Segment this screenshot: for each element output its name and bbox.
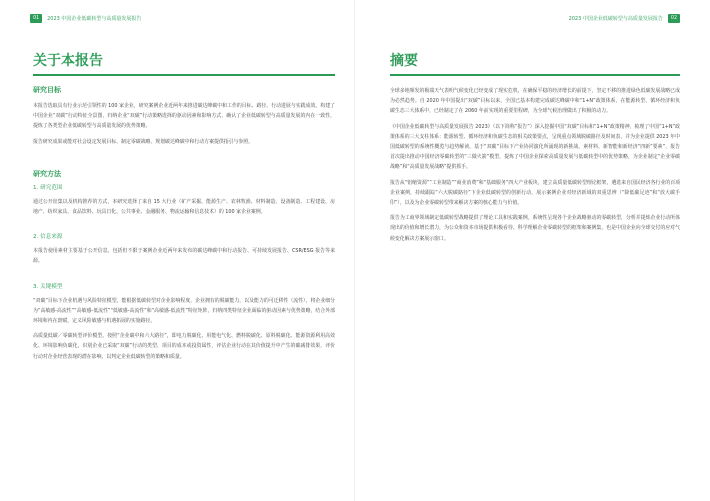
scope-paragraph: 通过公开征集以及机构推荐的方式，本研究选择了来自 15 大行业（矿产采掘、能源生产、农林牧渔、材料制造、设备制造、工程建设、房地产、纺织家具、食品饮料、玩具日化、公共事业、金融服务、物流运输和信息技术）的 100 家企业案例。 <box>33 198 335 216</box>
summary-paragraph-4: 报告为工商界领域制定低碳转型战略提供了理论工具和实践案例。系统性呈现各个企业战略驱动的零碳转型，分析并提炼企业行动所体现出的价值和增长潜力，为公众和资本市场提供积极看待、科学理解企业零碳转型的框架和案例集，也是中国企业向全球交付的应对气候变化解决方案展示窗口。 <box>390 215 680 242</box>
model-paragraph-1: “双碳”目标下企业机遇与风险特征模型。能根据低碳转型对企业影响程度，企业拥有的脱碳能力，以及能力的可迁移性（流性），将企业细分为“高敏感-高流性”“高敏感-低流性”“低敏感-高流性”和“高敏感-低流性”特征矩阵，归纳四类特征企业面临的驱动因素与优势策略，结合外部环境和内在禀赋，定义风险敏感与机遇拓展的实施路径。 <box>33 297 335 325</box>
page-title-summary: 摘要 <box>390 53 418 69</box>
summary-paragraph-2: 《中国企业低碳转型与高质量发展报告 2023》（以下简称“报告”）深入挖掘中国“双碳”目标和“1+N”政策精神，梳理了中国“1+N”政策体系的三大支柱体系：能源转型、循环经济和负碳生态的相关政策要点，呈现重点领域脱碳路径及时间表，并为企业提供 2023 年中国低碳转型的系统性概览与趋势解读。基于“双碳”目标下产业协同演化所涌现的新挑战，素材料、新智能和新经济“四新”要素”，报告首次提出推动中国经济零碳转型的“三做火箭”模型，提炼了中国企业探索高质量发展与低碳转型中的优势策略，为企业制定“企业零碳战略”和“高质量发展战略”提供抓手。 <box>390 123 680 171</box>
summary-paragraph-1: 全球多地频发的极端天气表明气候变化已经变成了现实危机，在确保平稳的经济增长的前提下，坚定不移的推进绿色低碳发展战略已成为必然趋势。自 2020 年中国提出“双碳”目标以来，全国已基本构建完成碳达峰碳中和“1+N”政策体系，在能源转型、循环经济和负碳生态三大体系中，已经制定了在 2060 年前实现的重要里程碑，为全球气候治理做出了积极的动力。 <box>390 88 680 115</box>
page-title-about: 关于本报告 <box>33 53 103 69</box>
right-page-number: 02 <box>668 14 680 23</box>
model-paragraph-2: 高质量低碳／零碳转型评价模型。按照“企业碳中和六大路径”，即电力脱碳化、用能电气化、燃料脱碳化、原料脱碳化、能源资源利用高效化、环境影响负碳化，识别企业已采取“双碳”行动的类型、项目的成本或投资属性，评估企业行动在其价值提升中产生的碳减排效果，评价行动对企业经营表现的潜在影响，以判定企业低碳转型的策略和质量。 <box>33 333 335 360</box>
heading-research-goal: 研究目标 <box>33 86 61 94</box>
right-running-title: 2023 中国企业低碳转型与高质量发展报告 <box>568 15 663 22</box>
left-content <box>33 52 335 367</box>
source-paragraph: 本报告使用素材主要基于公开信息，包括但不限于案例企业近两年来发布的碳达峰碳中和行动报告、可持续发展报告、CSR/ESG 报告等来源。 <box>33 248 335 265</box>
right-content <box>390 52 680 249</box>
left-page-number: 01 <box>30 14 42 23</box>
right-page <box>355 0 710 501</box>
title-rule <box>390 74 680 76</box>
left-running-title: 2023 中国企业低碳转型与高质量发展报告 <box>47 15 142 22</box>
title-rule <box>33 74 335 76</box>
heading-research-scope: 1. 研究范围 <box>33 184 63 191</box>
left-header <box>30 13 141 23</box>
summary-paragraph-3: 报告从“铝缩资源”“工业制造”“商业消费”和“基础服务”四大产业板块，建立高质量低碳转型理论框架，遴选来自国民经济各行业的百项企业案例，持续跟踪“六大脱碳路径”下企业低碳转型的创新行动，展示案例企业对经济新域的双重思辨（“降低碳足迹”和“放大碳手印”），以及为企业零碳转型带来解决方案的核心能力与价值。 <box>390 179 680 207</box>
heading-research-method: 研究方法 <box>33 169 61 178</box>
goal-paragraph-1: 本报告选取具有行业示范引领性的 100 家企业，研究案例企业近两年来推进碳达峰碳中和工作的目标、路径、行动进展与实践成效。构建了中国企业“双碳”行动特征全景图，归纳企业“双碳”行动策略选择的驱动因素和影响方式，确认了企业低碳转型与高质量发展的内在一致性，提炼了各类型企业低碳转型与高质量发展的优势策略。 <box>33 103 335 130</box>
heading-key-model: 3. 关键模型 <box>33 283 63 290</box>
heading-info-source: 2. 信息来源 <box>33 234 63 241</box>
right-header <box>569 13 680 23</box>
goal-paragraph-2: 报告研究成果或能对社会设定发展目标、制定零碳战略、规划碳达峰碳中和行动方案提供指引与参照。 <box>33 138 254 145</box>
